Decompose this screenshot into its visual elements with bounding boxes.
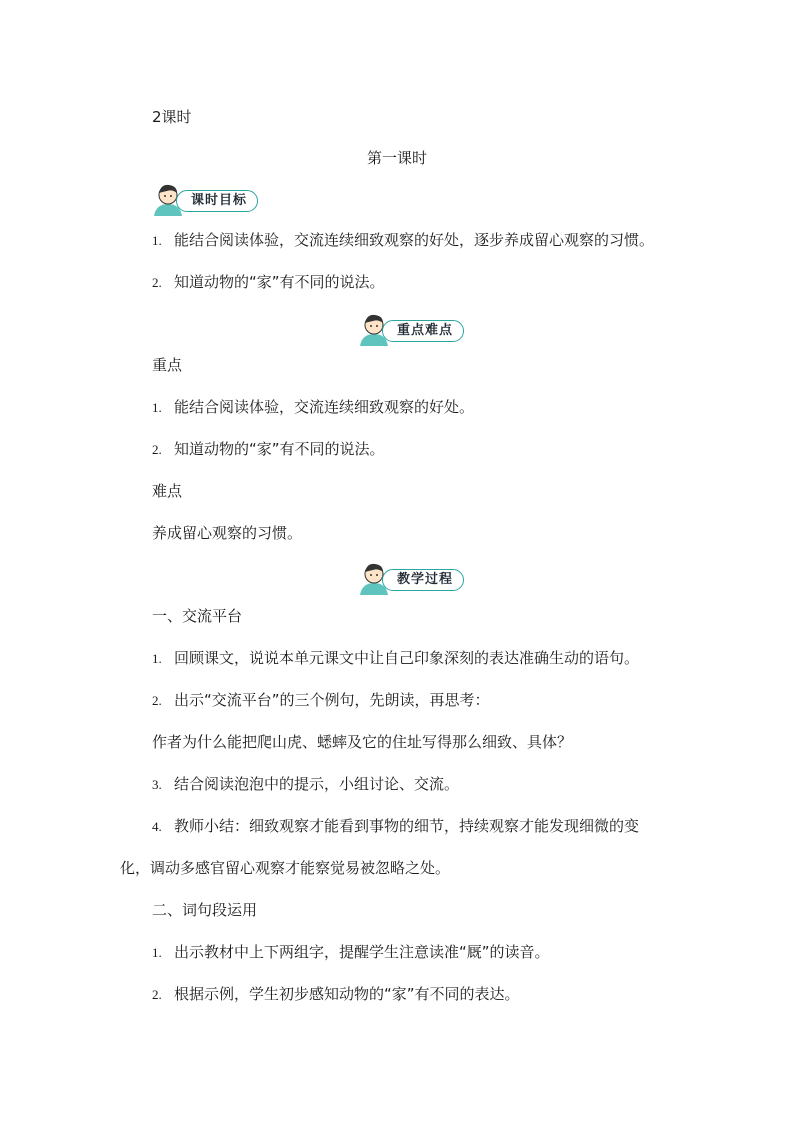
focus-item-2: 2. 知道动物的“家”有不同的说法。 [152,440,385,458]
difficulty-text: 养成留心观察的习惯。 [152,524,303,542]
section1-heading: 一、交流平台 [152,607,243,625]
section2-item-2: 2. 根据示例，学生初步感知动物的“家”有不同的表达。 [152,985,520,1003]
goals-badge [150,182,270,216]
section2-heading: 二、词句段运用 [152,901,258,919]
process-badge-label: 教学过程 [382,569,464,591]
difficulty-heading: 难点 [152,482,183,500]
goals-badge-label: 课时目标 [176,190,258,212]
section1-item-1: 1. 回顾课文，说说本单元课文中让自己印象深刻的表达准确生动的语句。 [152,649,640,667]
section1-item-4-continued: 化，调动多感官留心观察才能察觉易被忽略之处。 [120,859,451,877]
key-points-badge-label: 重点难点 [382,320,464,342]
section1-item-4: 4. 教师小结：细致观察才能看到事物的细节，持续观察才能发现细微的变 [152,817,640,835]
lesson-count: 2课时 [152,108,192,126]
question-text: 作者为什么能把爬山虎、蟋蟀及它的住址写得那么细致、具体？ [152,733,573,751]
section1-item-3: 3. 结合阅读泡泡中的提示，小组讨论、交流。 [152,775,460,793]
focus-heading: 重点 [152,356,183,374]
page-title: 第一课时 [366,149,427,167]
process-badge [356,561,476,595]
goal-item-2: 2. 知道动物的“家”有不同的说法。 [152,273,385,291]
key-points-badge [356,312,476,346]
focus-item-1: 1. 能结合阅读体验，交流连续细致观察的好处。 [152,398,475,416]
section1-item-2: 2. 出示“交流平台”的三个例句，先朗读，再思考： [152,691,490,709]
goal-item-1: 1. 能结合阅读体验，交流连续细致观察的好处，逐步养成留心观察的习惯。 [152,231,655,249]
section2-item-1: 1. 出示教材中上下两组字，提醒学生注意读准“厩”的读音。 [152,943,550,961]
